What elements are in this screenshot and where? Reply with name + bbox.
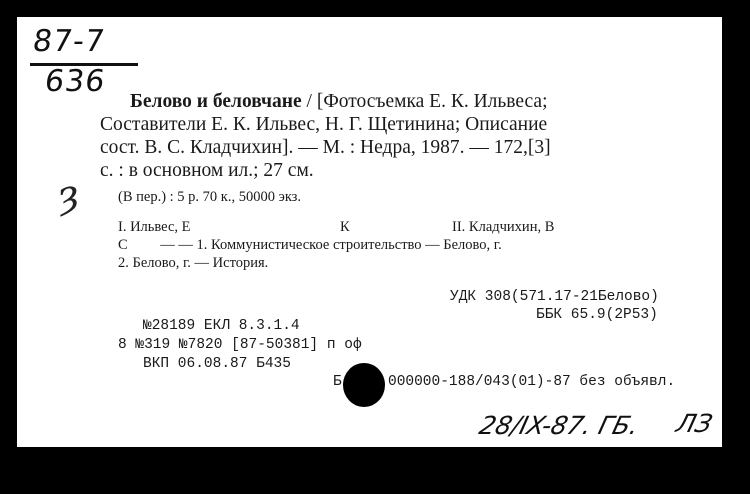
handwritten-margin-mark: ȝ: [54, 170, 82, 218]
handwritten-initials: ЛЗ: [673, 409, 716, 438]
shelfmark-top: 87-7: [30, 24, 108, 59]
isbn-prefix: Б: [333, 374, 342, 390]
entry-statement: / [Фотосъемка Е. К. Ильвеса;: [306, 91, 548, 112]
entry-line-3: сост. В. С. Кладчихин]. — М. : Недра, 1987. — 172,[3]: [100, 137, 551, 158]
tracing-2: II. Кладчихин, В: [452, 219, 555, 235]
service-line-3: ВКП 06.08.87 Б435: [143, 356, 291, 372]
tracing-1: I. Ильвес, Е: [118, 219, 191, 235]
service-line-2: 8 №319 №7820 [87-50381] п оф: [118, 337, 362, 353]
service-line-1: №28189 ЕКЛ 8.3.1.4: [143, 318, 300, 334]
print-code: 000000-188/043(01)-87 без объявл.: [388, 374, 676, 390]
udk-index: УДК 308(571.17-21Белово): [450, 289, 659, 305]
entry-line-4: с. : в основном ил.; 27 см.: [100, 160, 314, 181]
subject-tracing-1: С — — 1. Коммунистическое строительство — Белово, г.: [118, 237, 502, 253]
entry-title: Белово и беловчане: [130, 91, 302, 112]
entry-line-1: [130, 90, 548, 113]
bbk-index: ББК 65.9(2Р53): [536, 307, 658, 323]
tracing-1-initial: К: [340, 219, 350, 235]
entry-line-2: Составители Е. К. Ильвес, Н. Г. Щетинина; Описание: [100, 114, 548, 135]
ink-blot: [343, 363, 385, 407]
subject-tracing-2: 2. Белово, г. — История.: [118, 255, 269, 271]
shelfmark-bottom: 636: [42, 64, 108, 99]
binding-price: (В пер.) : 5 р. 70 к., 50000 экз.: [118, 189, 302, 205]
handwritten-date: 28/IX-87. ГБ.: [476, 411, 642, 440]
